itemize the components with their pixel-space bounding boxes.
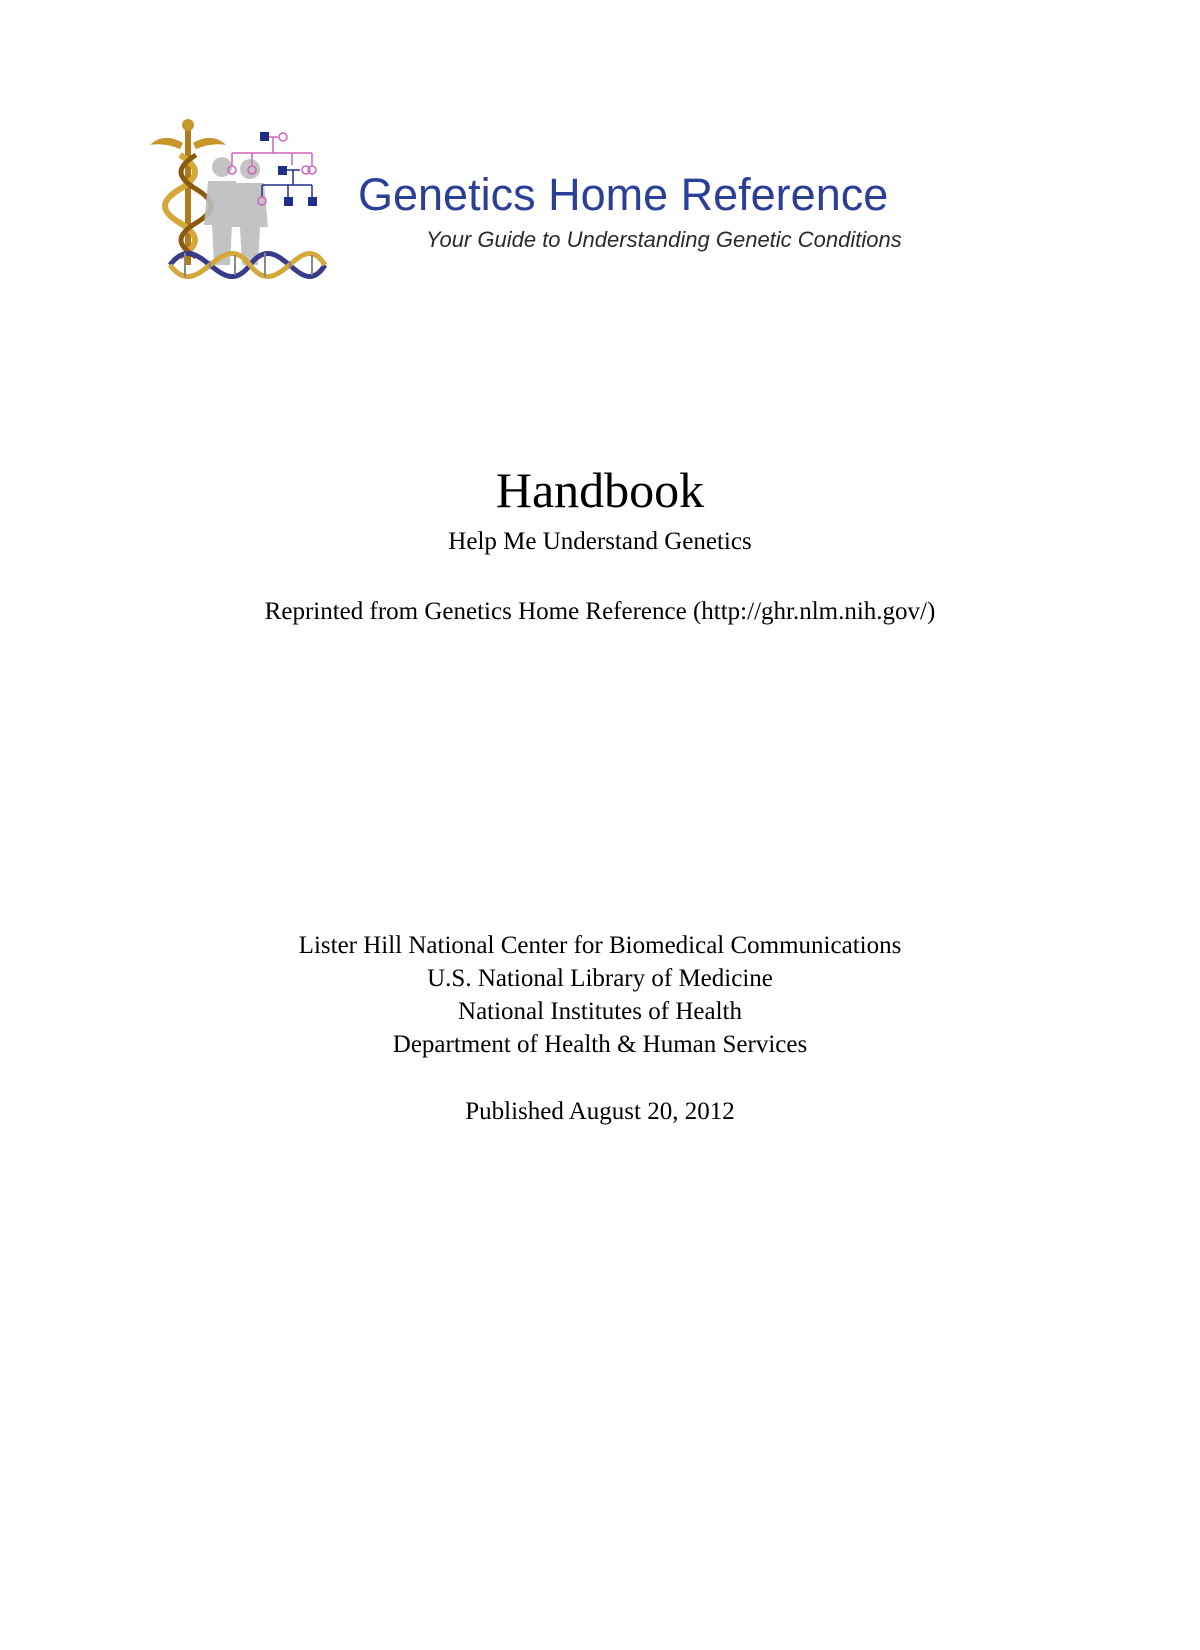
logo-title: Genetics Home Reference bbox=[358, 169, 889, 220]
publisher-line: Lister Hill National Center for Biomedical Communications bbox=[298, 932, 902, 959]
publisher-line: National Institutes of Health bbox=[458, 998, 742, 1025]
publisher-line: U.S. National Library of Medicine bbox=[427, 965, 773, 992]
publisher-block bbox=[0, 929, 1200, 1061]
publisher-line: Department of Health & Human Services bbox=[392, 1031, 808, 1058]
publication-date: Published August 20, 2012 bbox=[465, 1098, 735, 1125]
ghr-logo bbox=[150, 115, 980, 305]
document-subtitle: Help Me Understand Genetics bbox=[448, 528, 752, 555]
document-title: Handbook bbox=[495, 462, 705, 518]
caduceus-dna-pedigree-icon bbox=[150, 115, 350, 305]
logo-tagline: Your Guide to Understanding Genetic Conditions bbox=[426, 227, 902, 252]
reprint-note: Reprinted from Genetics Home Reference (http://ghr.nlm.nih.gov/) bbox=[264, 598, 936, 625]
